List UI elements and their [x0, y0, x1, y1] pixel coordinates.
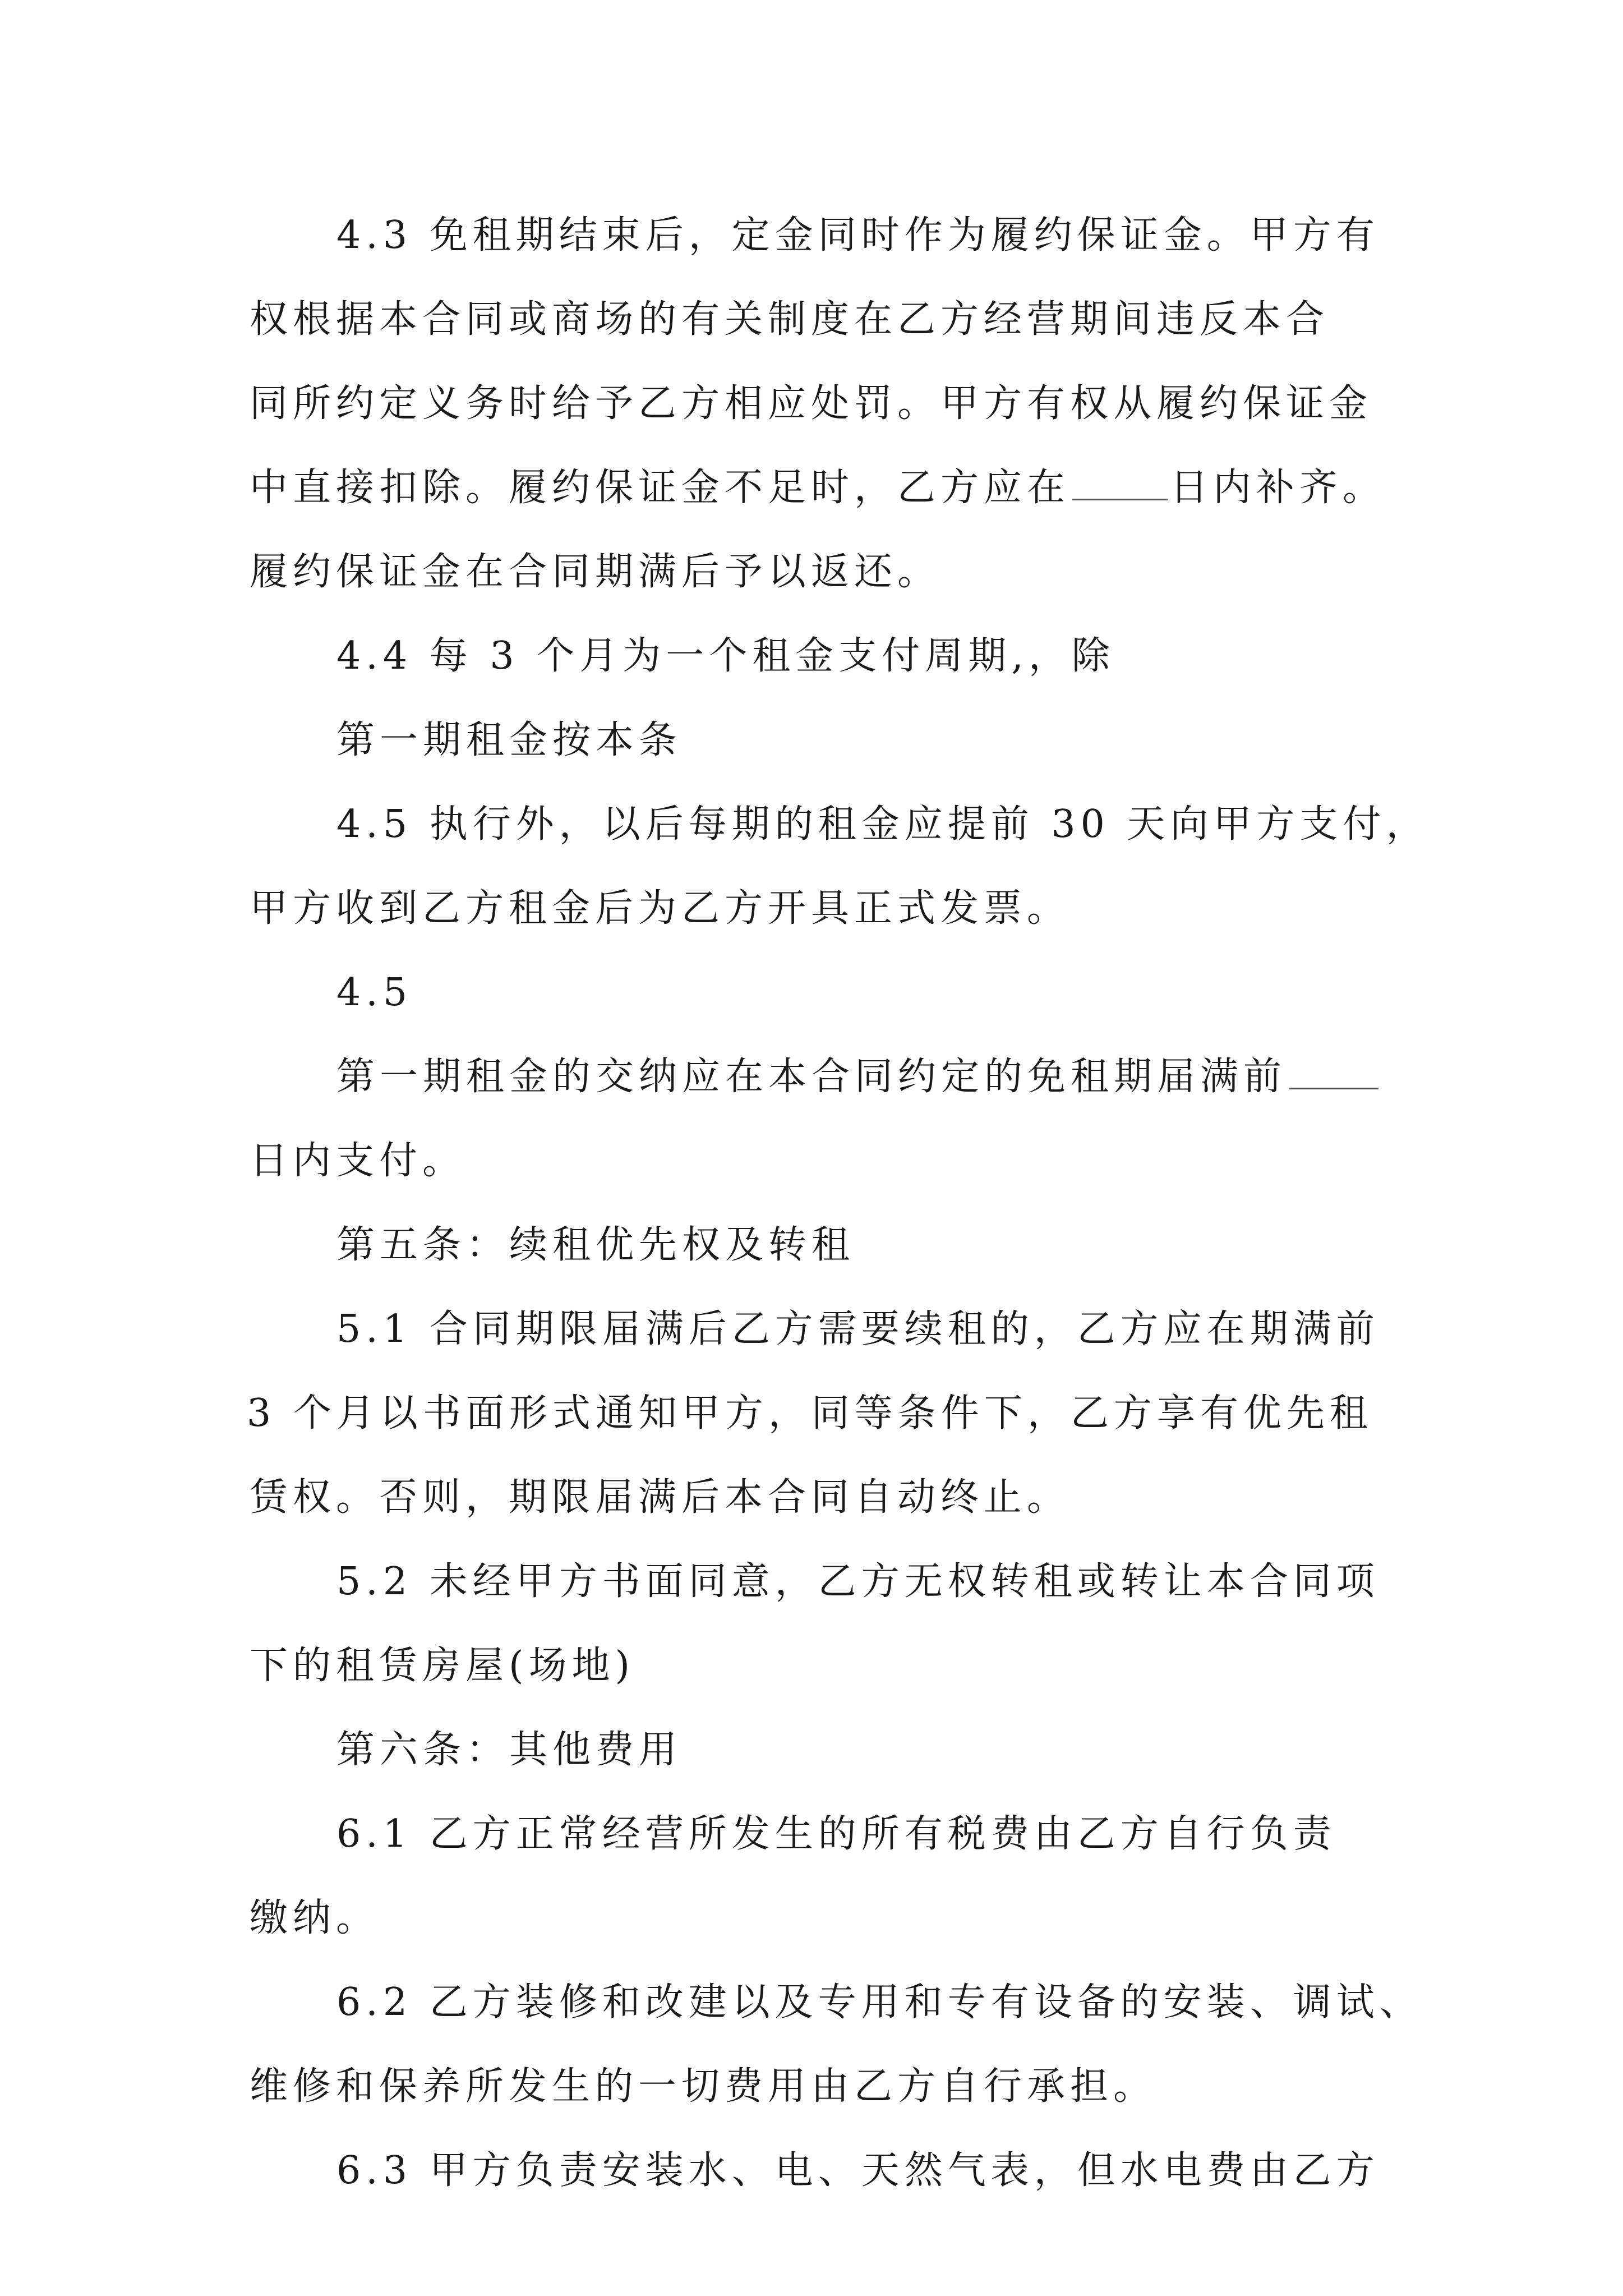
paragraph-first-payment-line-1	[336, 1049, 1381, 1105]
fill-blank-days-before	[1289, 1055, 1378, 1089]
article-5-heading: 第五条：续租优先权及转租	[336, 1223, 855, 1267]
paragraph-first-payment-line-2: 日内支付。	[250, 1139, 466, 1183]
paragraph-4-5-number: 4.5	[336, 970, 413, 1015]
paragraph-4-3-line-4-end: 日内补齐。	[1170, 466, 1386, 510]
paragraph-5-1-line-2: 3 个月以书面形式通知甲方，同等条件下，乙方享有优先租	[247, 1391, 1373, 1435]
paragraph-5-1-line-3: 赁权。否则，期限届满后本合同自动终止。	[250, 1475, 1071, 1520]
paragraph-4-3-line-4-start: 中直接扣除。履约保证金不足时，乙方应在	[250, 466, 1071, 510]
paragraph-6-1-line-2: 缴纳。	[250, 1896, 380, 1940]
paragraph-4-3-line-4	[250, 460, 1386, 516]
paragraph-6-2-line-2: 维修和保养所发生的一切费用由乙方自行承担。	[250, 2064, 1157, 2109]
fill-blank-days	[1072, 466, 1168, 500]
paragraph-4-4: 4.4 每 3 个月为一个租金支付周期,，除	[336, 634, 1115, 678]
paragraph-4-3-line-2: 权根据本合同或商场的有关制度在乙方经营期间违反本合	[250, 297, 1330, 342]
paragraph-4-3-line-1: 4.3 免租期结束后，定金同时作为履约保证金。甲方有	[336, 213, 1380, 257]
paragraph-6-3-line-1: 6.3 甲方负责安装水、电、天然气表，但水电费由乙方	[336, 2148, 1380, 2193]
paragraph-first-period-rent: 第一期租金按本条	[336, 718, 683, 762]
paragraph-4-3-line-5: 履约保证金在合同期满后予以返还。	[250, 550, 941, 594]
paragraph-5-1-line-1: 5.1 合同期限届满后乙方需要续租的，乙方应在期满前	[336, 1307, 1380, 1351]
paragraph-5-2-line-2: 下的租赁房屋(场地)	[250, 1644, 635, 1688]
paragraph-4-3-line-3: 同所约定义务时给予乙方相应处罚。甲方有权从履约保证金	[250, 381, 1373, 426]
paragraph-4-5-line-1: 4.5 执行外，以后每期的租金应提前 30 天向甲方支付，	[336, 802, 1430, 846]
paragraph-first-payment-text: 第一期租金的交纳应在本合同约定的免租期届满前	[336, 1055, 1287, 1099]
paragraph-5-2-line-1: 5.2 未经甲方书面同意，乙方无权转租或转让本合同项	[336, 1559, 1380, 1604]
article-6-heading: 第六条：其他费用	[336, 1728, 683, 1772]
paragraph-4-5-line-2: 甲方收到乙方租金后为乙方开具正式发票。	[250, 886, 1071, 931]
paragraph-6-1-line-1: 6.1 乙方正常经营所发生的所有税费由乙方自行负责	[336, 1812, 1336, 1856]
paragraph-6-2-line-1: 6.2 乙方装修和改建以及专用和专有设备的安装、调试、	[336, 1980, 1423, 2024]
